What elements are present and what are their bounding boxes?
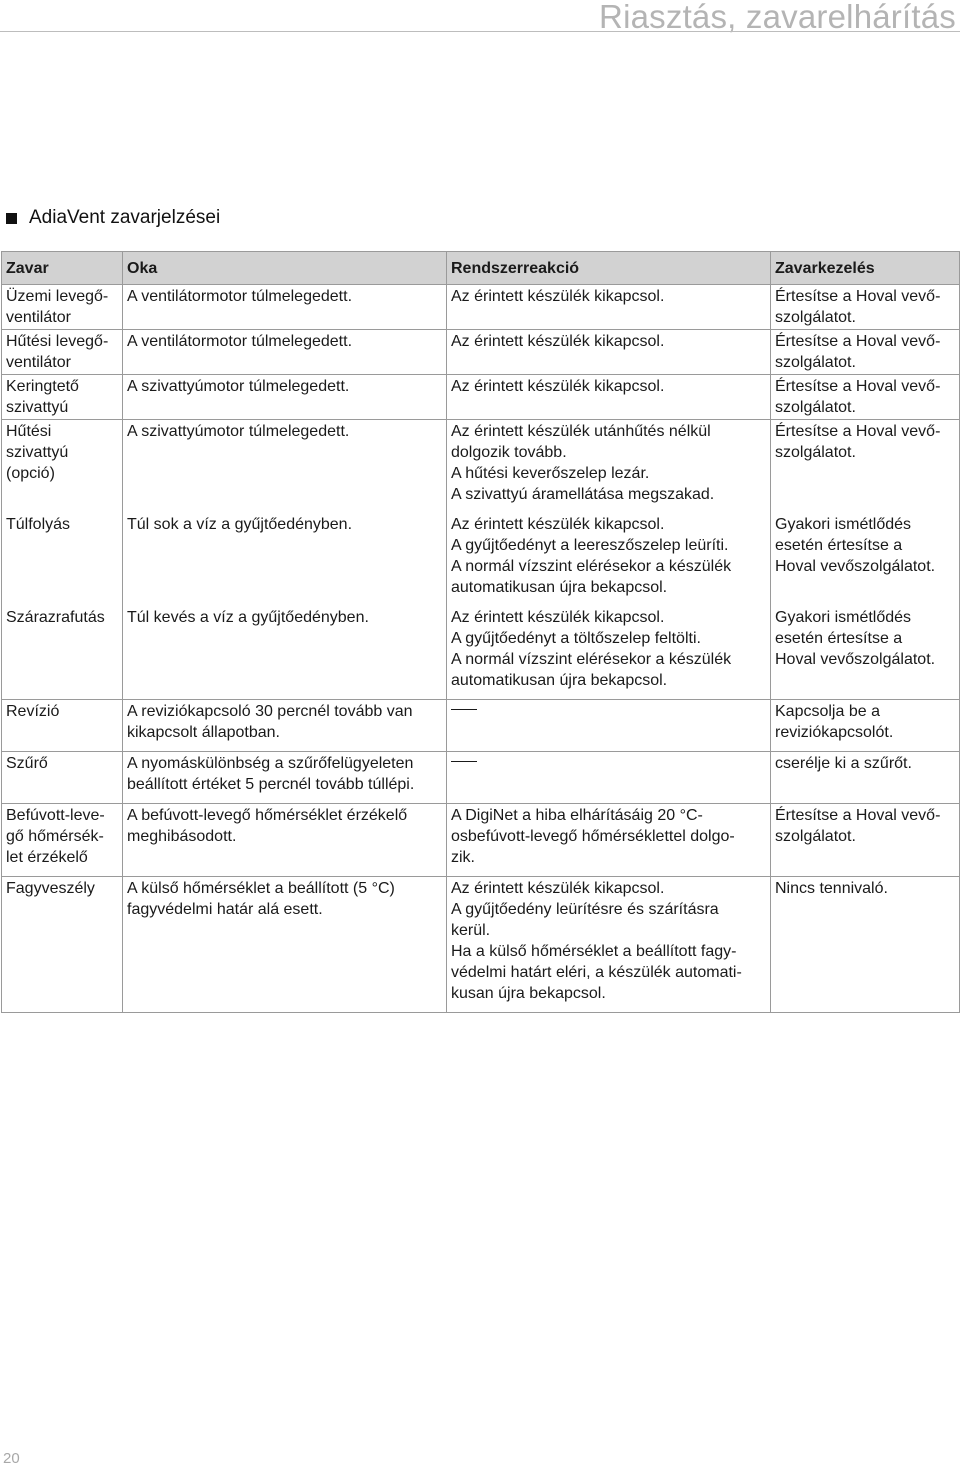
column-header-oka: Oka — [123, 252, 447, 285]
table-cell-kezeles — [771, 285, 960, 330]
em-dash-icon — [451, 761, 477, 762]
cell-line: A ventilátormotor túlmelegedett. — [127, 288, 353, 305]
cell-line: Túlfolyás — [6, 516, 71, 533]
table-cell-reakcio — [447, 513, 771, 606]
table-cell-kezeles — [771, 804, 960, 877]
cell-line: Üzemi levegő- — [6, 288, 109, 305]
table-cell-zavar — [2, 752, 123, 804]
cell-line: Befúvott-leve- — [6, 807, 105, 824]
cell-line: A DigiNet a hiba elhárításáig 20 °C- — [451, 807, 703, 824]
column-header-rendszerreakcio: Rendszerreakció — [447, 252, 771, 285]
table-cell-oka — [123, 285, 447, 330]
em-dash-icon — [451, 709, 477, 710]
table-cell-zavar — [2, 330, 123, 375]
cell-line: Értesítse a Hoval vevő- — [775, 378, 941, 395]
cell-line: ventilátor — [6, 354, 71, 371]
cell-line: let érzékelő — [6, 849, 88, 866]
table-cell-reakcio — [447, 375, 771, 420]
cell-line: dolgozik tovább. — [451, 444, 567, 461]
cell-line: Az érintett készülék kikapcsol. — [451, 333, 665, 350]
cell-line: automatikusan újra bekapcsol. — [451, 672, 668, 689]
cell-line: A gyűjtőedény leürítésre és szárításra — [451, 901, 719, 918]
table-cell-reakcio — [447, 700, 771, 752]
cell-line: gő hőmérsék- — [6, 828, 104, 845]
table-cell-oka — [123, 420, 447, 514]
header-divider — [0, 31, 960, 32]
table-cell-kezeles — [771, 420, 960, 514]
table-row — [2, 375, 960, 420]
cell-line: Az érintett készülék kikapcsol. — [451, 378, 665, 395]
table-cell-zavar — [2, 700, 123, 752]
table-cell-kezeles — [771, 606, 960, 700]
table-header-row — [2, 252, 960, 285]
square-bullet-icon — [6, 213, 17, 224]
cell-line: A ventilátormotor túlmelegedett. — [127, 333, 353, 350]
section-heading — [6, 207, 220, 229]
cell-line: Gyakori ismétlődés — [775, 609, 912, 626]
cell-line: ventilátor — [6, 309, 71, 326]
cell-line: A befúvott-levegő hőmérséklet érzékelő — [127, 807, 408, 824]
table-cell-kezeles — [771, 877, 960, 1013]
table-cell-reakcio — [447, 330, 771, 375]
cell-line: védelmi határt eléri, a készülék automati- — [451, 964, 742, 981]
section-heading-text: AdiaVent zavarjelzései — [29, 207, 221, 228]
cell-line: kusan újra bekapcsol. — [451, 985, 606, 1002]
cell-line: reviziókapcsolót. — [775, 724, 894, 741]
table-row — [2, 700, 960, 752]
cell-line: Túl sok a víz a gyűjtőedényben. — [127, 516, 353, 533]
table-cell-reakcio — [447, 877, 771, 1013]
cell-line: A hűtési keverőszelep lezár. — [451, 465, 650, 482]
cell-line: (opció) — [6, 465, 55, 482]
fault-table — [1, 251, 960, 1013]
table-cell-reakcio — [447, 606, 771, 700]
cell-line: A nyomáskülönbség a szűrőfelügyeleten — [127, 755, 414, 772]
cell-line: A gyűjtőedényt a leereszőszelep leüríti. — [451, 537, 729, 554]
cell-line: Értesítse a Hoval vevő- — [775, 333, 941, 350]
cell-line: szolgálatot. — [775, 354, 856, 371]
cell-line: Hoval vevőszolgálatot. — [775, 651, 936, 668]
cell-line: Az érintett készülék utánhűtés nélkül — [451, 423, 711, 440]
cell-line: Keringtető — [6, 378, 79, 395]
cell-line: Az érintett készülék kikapcsol. — [451, 609, 665, 626]
cell-line: cserélje ki a szűrőt. — [775, 755, 912, 772]
table-cell-kezeles — [771, 752, 960, 804]
cell-line: esetén értesítse a — [775, 537, 903, 554]
cell-line: Gyakori ismétlődés — [775, 516, 912, 533]
table-cell-reakcio — [447, 420, 771, 514]
cell-line: szolgálatot. — [775, 309, 856, 326]
cell-line: beállított értéket 5 percnél tovább túllépi. — [127, 776, 415, 793]
cell-line: Értesítse a Hoval vevő- — [775, 423, 941, 440]
cell-line: meghibásodott. — [127, 828, 237, 845]
table-row — [2, 330, 960, 375]
cell-line: szolgálatot. — [775, 399, 856, 416]
cell-line: A normál vízszint elérésekor a készülék — [451, 651, 732, 668]
cell-line: Hűtési — [6, 423, 52, 440]
table-cell-zavar — [2, 877, 123, 1013]
cell-line: Értesítse a Hoval vevő- — [775, 807, 941, 824]
cell-line: Szárazrafutás — [6, 609, 105, 626]
table-cell-kezeles — [771, 700, 960, 752]
cell-line: A külső hőmérséklet a beállított (5 °C) — [127, 880, 395, 897]
page-number: 20 — [3, 1450, 20, 1467]
cell-line: szolgálatot. — [775, 444, 856, 461]
cell-line: automatikusan újra bekapcsol. — [451, 579, 668, 596]
table-cell-oka — [123, 752, 447, 804]
table-row — [2, 606, 960, 700]
table-row — [2, 877, 960, 1013]
cell-line: szivattyú — [6, 444, 69, 461]
table-cell-reakcio — [447, 752, 771, 804]
cell-line: kerül. — [451, 922, 491, 939]
column-header-zavar: Zavar — [2, 252, 123, 285]
table-cell-oka — [123, 330, 447, 375]
table-row — [2, 285, 960, 330]
column-header-zavarkezeles: Zavarkezelés — [771, 252, 960, 285]
cell-line: Hűtési levegő- — [6, 333, 109, 350]
table-cell-zavar — [2, 513, 123, 606]
cell-line: Ha a külső hőmérséklet a beállított fagy- — [451, 943, 737, 960]
page-header-title: Riasztás, zavarelhárítás — [599, 0, 956, 35]
cell-line: Hoval vevőszolgálatot. — [775, 558, 936, 575]
table-row — [2, 513, 960, 606]
cell-line: osbefúvott-levegő hőmérséklettel dolgo- — [451, 828, 735, 845]
cell-line: Nincs tennivaló. — [775, 880, 888, 897]
cell-line: Az érintett készülék kikapcsol. — [451, 880, 665, 897]
table-cell-oka — [123, 804, 447, 877]
table-row — [2, 752, 960, 804]
table-cell-oka — [123, 513, 447, 606]
table-cell-zavar — [2, 285, 123, 330]
table-cell-kezeles — [771, 513, 960, 606]
table-cell-zavar — [2, 606, 123, 700]
cell-line: Fagyveszély — [6, 880, 95, 897]
cell-line: Kapcsolja be a — [775, 703, 880, 720]
table-cell-oka — [123, 877, 447, 1013]
cell-line: esetén értesítse a — [775, 630, 903, 647]
table-cell-kezeles — [771, 375, 960, 420]
cell-line: A szivattyúmotor túlmelegedett. — [127, 378, 350, 395]
table-cell-zavar — [2, 375, 123, 420]
cell-line: Az érintett készülék kikapcsol. — [451, 516, 665, 533]
cell-line: Értesítse a Hoval vevő- — [775, 288, 941, 305]
cell-line: A normál vízszint elérésekor a készülék — [451, 558, 732, 575]
table-cell-reakcio — [447, 804, 771, 877]
cell-line: szolgálatot. — [775, 828, 856, 845]
table-row — [2, 804, 960, 877]
cell-line: Túl kevés a víz a gyűjtőedényben. — [127, 609, 369, 626]
cell-line: kikapcsolt állapotban. — [127, 724, 280, 741]
cell-line: Revízió — [6, 703, 60, 720]
cell-line: szivattyú — [6, 399, 69, 416]
cell-line: Az érintett készülék kikapcsol. — [451, 288, 665, 305]
table-cell-oka — [123, 700, 447, 752]
cell-line: A reviziókapcsoló 30 percnél tovább van — [127, 703, 413, 720]
table-cell-zavar — [2, 420, 123, 514]
cell-line: zik. — [451, 849, 475, 866]
cell-line: fagyvédelmi határ alá esett. — [127, 901, 323, 918]
cell-line: A szivattyúmotor túlmelegedett. — [127, 423, 350, 440]
table-cell-kezeles — [771, 330, 960, 375]
cell-line: A gyűjtőedényt a töltőszelep feltölti. — [451, 630, 701, 647]
cell-line: A szivattyú áramellátása megszakad. — [451, 486, 715, 503]
table-cell-zavar — [2, 804, 123, 877]
cell-line: Szűrő — [6, 755, 48, 772]
table-cell-reakcio — [447, 285, 771, 330]
table-cell-oka — [123, 375, 447, 420]
table-cell-oka — [123, 606, 447, 700]
table-row — [2, 420, 960, 514]
